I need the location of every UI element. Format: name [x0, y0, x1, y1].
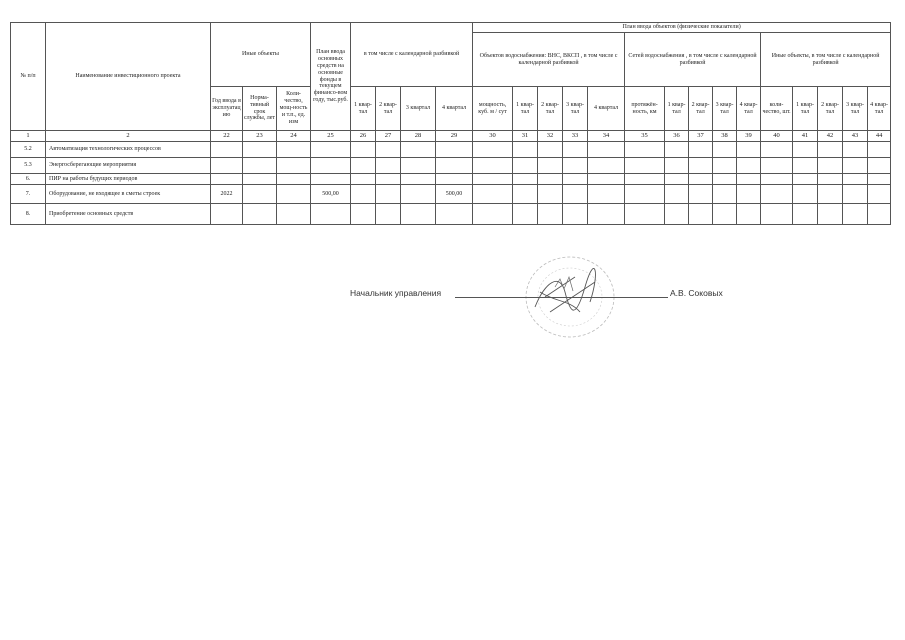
header-water: Объектов водоснабжения: ВНС, ВКСП , в том числе с календарной разбивкой [473, 33, 625, 87]
col-number: 23 [243, 131, 277, 142]
col-number: 22 [211, 131, 243, 142]
col-number: 25 [311, 131, 351, 142]
row-num: 5.2 [11, 142, 46, 158]
header-calendar: в том числе с календарной разбивкой [351, 23, 473, 87]
row-q4 [436, 174, 473, 185]
row-num: 8. [11, 204, 46, 225]
header-wq4: 4 квартал [588, 87, 625, 131]
row-name: Приобретение основных средств [46, 204, 211, 225]
row-plan [311, 158, 351, 174]
header-other-calendar: Иные объекты, в том числе с календарной разбивкой [761, 33, 891, 87]
signature-name: А.В. Соковых [670, 288, 723, 298]
header-sq3: 3 квар-тал [713, 87, 737, 131]
row-name: Оборудование, не входящее в сметы строек [46, 185, 211, 204]
col-number: 31 [513, 131, 538, 142]
row-name: ПИР на работы будущих периодов [46, 174, 211, 185]
col-number: 40 [761, 131, 793, 142]
table-row [11, 158, 891, 174]
col-number: 44 [868, 131, 891, 142]
col-number: 29 [436, 131, 473, 142]
row-year [211, 142, 243, 158]
table-row [11, 204, 891, 225]
signature-block [350, 284, 870, 314]
row-num: 5.3 [11, 158, 46, 174]
row-name: Энергосберегающие мероприятия [46, 158, 211, 174]
row-name: Автоматизация технологических процессов [46, 142, 211, 158]
header-physical: План ввода объектов (физические показатели) [473, 23, 891, 33]
col-number: 41 [793, 131, 818, 142]
col-number: 36 [665, 131, 689, 142]
table-row [11, 174, 891, 185]
header-service: Норма-тивный срок службы, лет [243, 87, 277, 131]
col-number: 37 [689, 131, 713, 142]
header-oq4: 4 квар-тал [868, 87, 891, 131]
header-year: Год ввода в эксплуатацию [211, 87, 243, 131]
col-number: 32 [538, 131, 563, 142]
header-plan: План ввода основных средств на основные фонды в текущем финансо-вом году, тыс.руб. [311, 23, 351, 131]
row-year: 2022 [211, 185, 243, 204]
header-capacity: мощность, куб. м / сут [473, 87, 513, 131]
row-year [211, 204, 243, 225]
row-year [211, 174, 243, 185]
header-num: № п/п [11, 23, 46, 131]
col-number: 27 [376, 131, 401, 142]
header-sq1: 1 квар-тал [665, 87, 689, 131]
row-q4 [436, 204, 473, 225]
row-plan [311, 174, 351, 185]
header-oq3: 3 квар-тал [843, 87, 868, 131]
investment-table-sheet [10, 22, 890, 233]
col-number: 24 [277, 131, 311, 142]
col-number: 2 [46, 131, 211, 142]
row-num: 6. [11, 174, 46, 185]
header-q4: 4 квартал [436, 87, 473, 131]
header-sewer: Сетей водоснабжения , в том числе с календарной разбивкой [625, 33, 761, 87]
col-number: 33 [563, 131, 588, 142]
row-q4: 500,00 [436, 185, 473, 204]
row-plan: 500,00 [311, 185, 351, 204]
header-name: Наименование инвестиционного проекта [46, 23, 211, 131]
col-number: 42 [818, 131, 843, 142]
header-length: протяжён-ность, км [625, 87, 665, 131]
signature-line [455, 297, 668, 298]
header-count: коли-чество, шт. [761, 87, 793, 131]
header-q2: 2 квар-тал [376, 87, 401, 131]
table-row [11, 185, 891, 204]
header-wq2: 2 квар-тал [538, 87, 563, 131]
column-numbers-row [11, 131, 891, 142]
col-number: 28 [401, 131, 436, 142]
header-q1: 1 квар-тал [351, 87, 376, 131]
table-row [11, 142, 891, 158]
col-number: 34 [588, 131, 625, 142]
row-num: 7. [11, 185, 46, 204]
col-number: 35 [625, 131, 665, 142]
header-q3: 3 квартал [401, 87, 436, 131]
header-wq3: 3 квар-тал [563, 87, 588, 131]
col-number: 38 [713, 131, 737, 142]
col-number: 39 [737, 131, 761, 142]
header-wq1: 1 квар-тал [513, 87, 538, 131]
header-oq1: 1 квар-тал [793, 87, 818, 131]
row-year [211, 158, 243, 174]
col-number: 26 [351, 131, 376, 142]
signature-title: Начальник управления [350, 288, 442, 298]
row-plan [311, 142, 351, 158]
investment-table [10, 22, 891, 225]
row-q4 [436, 158, 473, 174]
header-other-objects: Иные объекты [211, 23, 311, 87]
header-sq2: 2 квар-тал [689, 87, 713, 131]
row-q4 [436, 142, 473, 158]
row-plan [311, 204, 351, 225]
col-number: 1 [11, 131, 46, 142]
col-number: 43 [843, 131, 868, 142]
header-qty: Коли-чество, мощ-ность и т.п., ед. изм [277, 87, 311, 131]
header-oq2: 2 квар-тал [818, 87, 843, 131]
header-sq4: 4 квар-тал [737, 87, 761, 131]
col-number: 30 [473, 131, 513, 142]
